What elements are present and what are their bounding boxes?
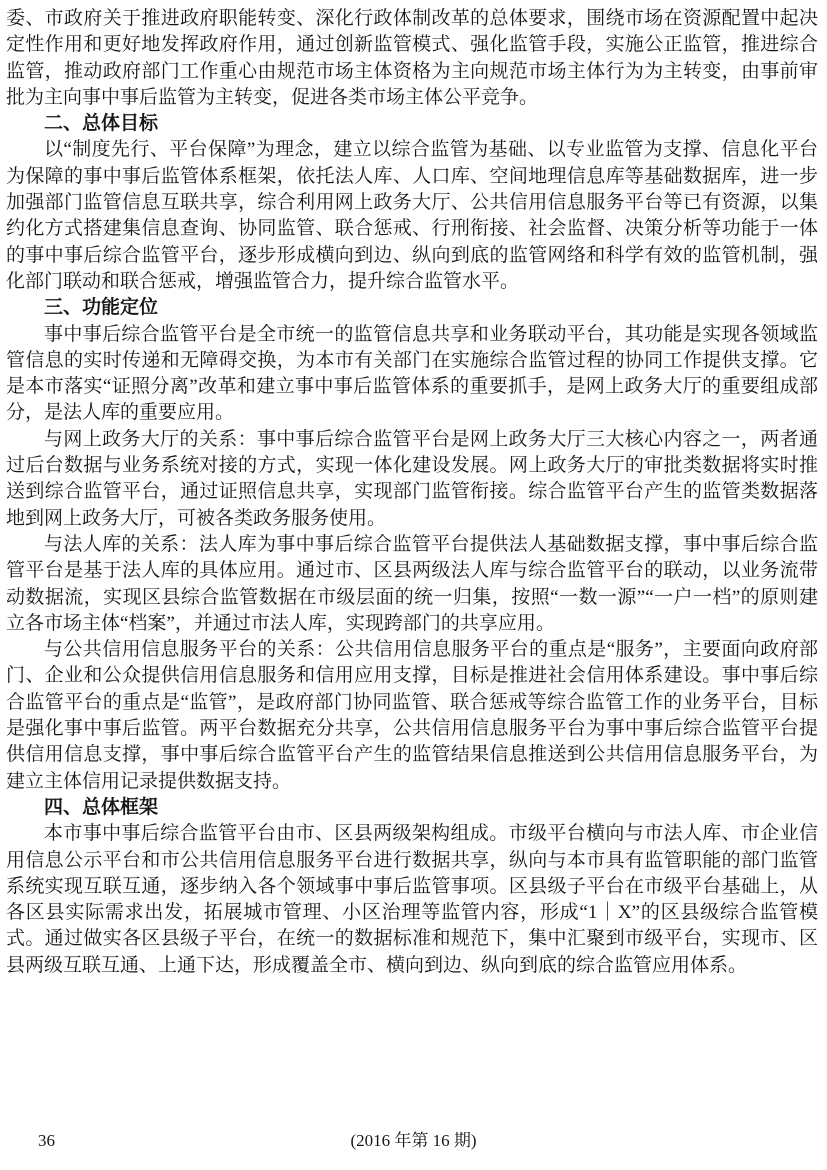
paragraph: 本市事中事后综合监管平台由市、区县两级架构组成。市级平台横向与市法人库、市企业信用信息公示平台和市公共信用信息服务平台进行数据共享，纵向与本市具有监管职能的部门监管系统实现互联互通，逐步纳入各个领域事中事后监管事项。区县级子平台在市级平台基础上，从各区县实际需求出发，拓展城市管理、小区治理等监管内容，形成“1｜X”的区县级综合监管模式。通过做实各区县级子平台，在统一的数据标准和规范下，集中汇聚到市级平台，实现市、区县两级互联互通、上通下达，形成覆盖全市、横向到边、纵向到底的综合监管应用体系。	[6, 823, 818, 976]
paragraph: 与法人库的关系：法人库为事中事后综合监管平台提供法人基础数据支撑，事中事后综合监管平台是基于法人库的具体应用。通过市、区县两级法人库与综合监管平台的联动，以业务流带动数据流，实现区县综合监管数据在市级层面的统一归集，按照“一数一源”“一户一档”的原则建立各市场主体“档案”，并通过市法人库，实现跨部门的共享应用。	[6, 533, 818, 634]
section-heading-overall-framework: 四、总体框架	[44, 796, 159, 818]
document-body	[6, 6, 818, 979]
paragraph: 以“制度先行、平台保障”为理念，建立以综合监管为基础、以专业监管为支撑、信息化平台为保障的事中事后监管体系框架，依托法人库、人口库、空间地理信息库等基础数据库，进一步加强部门监管信息互联共享，综合利用网上政务大厅、公共信用信息服务平台等已有资源，以集约化方式搭建集信息查询、协同监管、联合惩戒、行刑衔接、社会监督、决策分析等功能于一体的事中事后综合监管平台，逐步形成横向到边、纵向到底的监管网络和科学有效的监管机制，强化部门联动和联合惩戒，增强监管合力，提升综合监管水平。	[6, 139, 818, 292]
section-heading-overall-goal: 二、总体目标	[44, 113, 159, 135]
paragraph: 与网上政务大厅的关系：事中事后综合监管平台是网上政务大厅三大核心内容之一，两者通过后台数据与业务系统对接的方式，实现一体化建设发展。网上政务大厅的审批类数据将实时推送到综合监管平台，通过证照信息共享，实现部门监管衔接。综合监管平台产生的监管类数据落地到网上政务大厅，可被各类政务服务使用。	[6, 428, 818, 529]
page-number: 36	[38, 1131, 55, 1150]
section-heading-function-position: 三、功能定位	[44, 297, 159, 319]
issue-label: (2016 年第 16 期)	[350, 1131, 477, 1150]
paragraph-continued: 委、市政府关于推进政府职能转变、深化行政体制改革的总体要求，围绕市场在资源配置中起决定性作用和更好地发挥政府作用，通过创新监管模式、强化监管手段，实施公正监管，推进综合监管，推动政府部门工作重心由规范市场主体资格为主向规范市场主体行为为主转变，由事前审批为主向事中事后监管为主转变，促进各类市场主体公平竞争。	[6, 8, 818, 108]
paragraph: 与公共信用信息服务平台的关系：公共信用信息服务平台的重点是“服务”，主要面向政府部门、企业和公众提供信用信息服务和信用应用支撑，目标是推进社会信用体系建设。事中事后综合监管平台的重点是“监管”，是政府部门协同监管、联合惩戒等综合监管工作的业务平台，目标是强化事中事后监管。两平台数据充分共享，公共信用信息服务平台为事中事后综合监管平台提供信用信息支撑，事中事后综合监管平台产生的监管结果信息推送到公共信用信息服务平台，为建立主体信用记录提供数据支持。	[6, 639, 818, 792]
page-footer	[0, 1128, 827, 1154]
paragraph: 事中事后综合监管平台是全市统一的监管信息共享和业务联动平台，其功能是实现各领域监管信息的实时传递和无障碍交换，为本市有关部门在实施综合监管过程的协同工作提供支撑。它是本市落实“证照分离”改革和建立事中事后监管体系的重要抓手，是网上政务大厅的重要组成部分，是法人库的重要应用。	[6, 323, 818, 424]
